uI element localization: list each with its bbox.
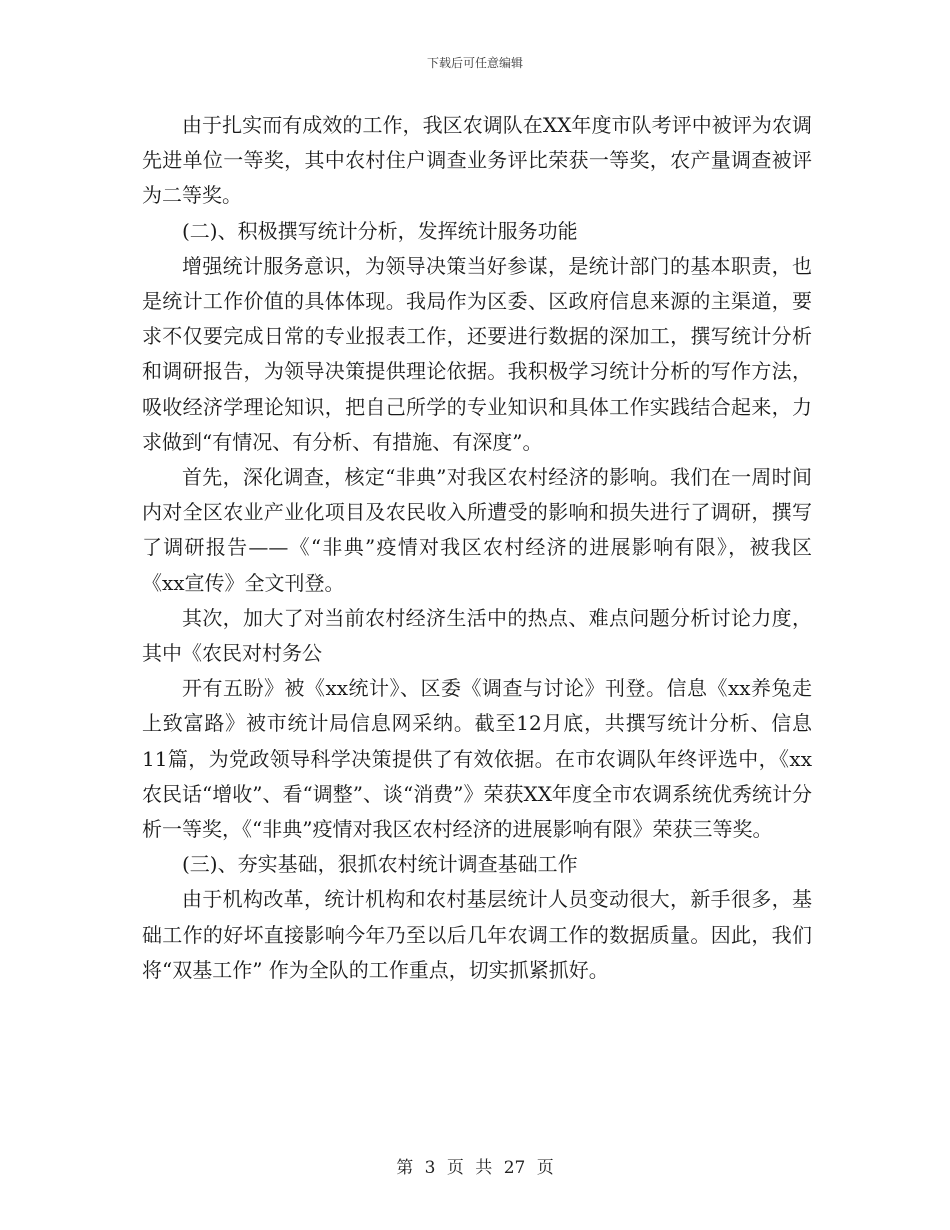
section-heading-foundation-work: (三)、夯实基础，狠抓农村统计调查基础工作 [182,852,578,877]
paragraph-hotspot-analysis: 其次，加大了对当前农村经济生活中的热点、难点问题分析讨论力度，其中《农民对村务公 [142,605,812,666]
paragraph-sars-investigation: 首先，深化调查，核定“非典”对我区农村经济的影响。我们在一周时间内对全区农业产业化项目及农民收入所遭受的影响和损失进行了调研，撰写了调研报告——《“非典”疫情对我区农村经济的进展影响有限》，被我区《xx宣传》全文刊登。 [142,465,812,595]
paragraph-award-results: 由于扎实而有成效的工作，我区农调队在XX年度市队考评中被评为农调先进单位一等奖，其中农村住户调查业务评比荣获一等奖，农产量调查被评为二等奖。 [142,113,812,208]
page-header: 下载后可任意编辑 [426,56,523,70]
page-number-footer: 第 3 页 共 27 页 [396,1158,554,1178]
document-body [142,108,812,988]
paragraph-institutional-reform: 由于机构改革，统计机构和农村基层统计人员变动很大，新手很多，基础工作的好坏直接影响今年乃至以后几年农调工作的数据质量。因此，我们将“双基工作” 作为全队的工作重点，切实抓紧抓好。 [142,887,812,982]
section-heading-statistical-analysis: (二)、积极撰写统计分析，发挥统计服务功能 [182,218,578,243]
paragraph-service-awareness: 增强统计服务意识，为领导决策当好参谋，是统计部门的基本职责，也是统计工作价值的具体体现。我局作为区委、区政府信息来源的主渠道，要求不仅要完成日常的专业报表工作，还要进行数据的深加工，撰写统计分析和调研报告，为领导决策提供理论依据。我积极学习统计分析的写作方法，吸收经济学理论知识，把自己所学的专业知识和具体工作实践结合起来，力求做到“有情况、有分析、有措施、有深度”。 [142,253,812,454]
paragraph-publications: 开有五盼》被《xx统计》、区委《调查与讨论》刊登。信息《xx养兔走上致富路》被市统计局信息网采纳。截至12月底，共撰写统计分析、信息11篇，为党政领导科学决策提供了有效依据。在市农调队年终评选中，《xx农民话“增收”、看“调整”、谈“消费”》荣获XX年度全市农调系统优秀统计分析一等奖，《“非典”疫情对我区农村经济的进展影响有限》荣获三等奖。 [142,676,812,842]
